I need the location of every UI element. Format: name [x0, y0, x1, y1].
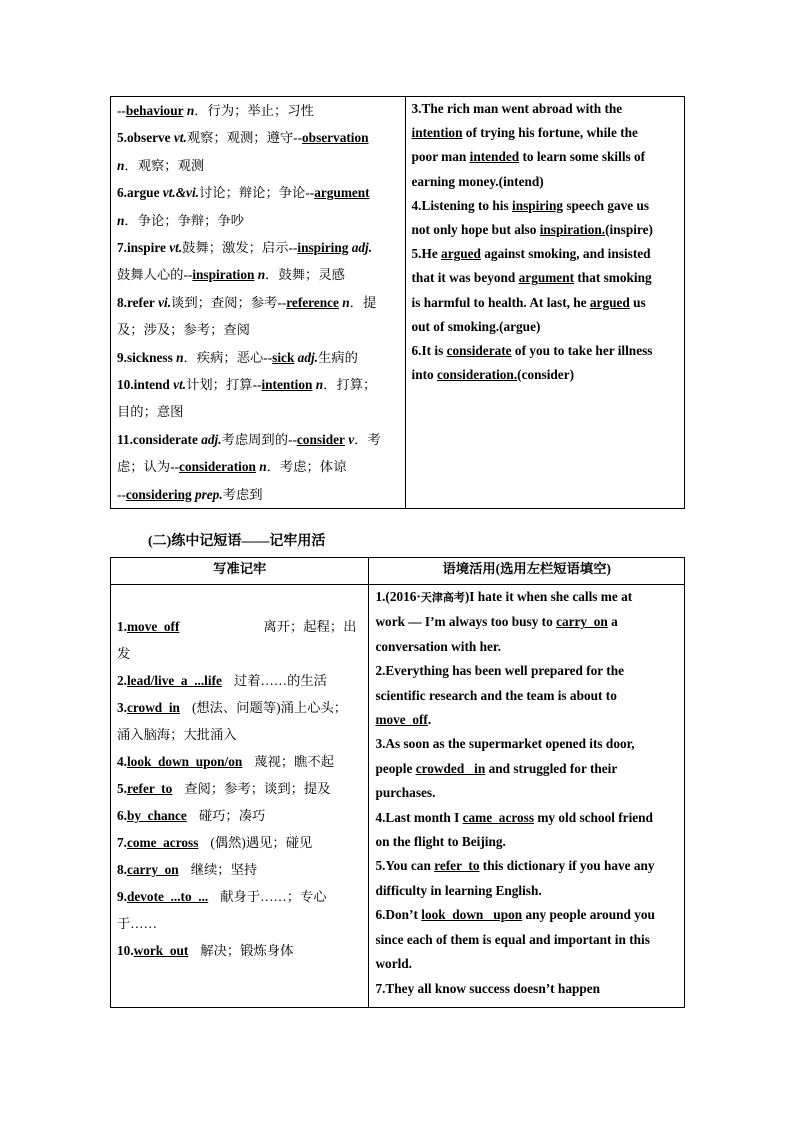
context-sentence-line: 2.Everything has been well prepared for the [375, 663, 625, 679]
context-practice-column [405, 97, 685, 509]
phrase-item: 4.look down upon/on 蔑视；瞧不起 [117, 754, 335, 769]
phrase-item [111, 910, 368, 937]
word-line: --behaviour n．行为；举止；习性 [117, 103, 314, 118]
context-sentence-line: conversation with her. [375, 638, 501, 654]
phrase-meaning: 发 [117, 646, 131, 661]
sentence-line: out of smoking.(argue) [411, 318, 541, 334]
context-sentence-line: 3.As soon as the supermarket opened its door, [375, 736, 635, 752]
word-line: 9.sickness n．疾病；恶心--sick adj.生病的 [117, 349, 358, 365]
word-line: --considering prep.考虑到 [117, 486, 263, 502]
phrase-meaning: 献身于……；专心 [220, 889, 327, 904]
phrase-item: 10.work out 解决；锻炼身体 [117, 943, 294, 958]
phrase-item [111, 640, 368, 667]
sentence-line: not only hope but also inspiration.(inspire) [411, 222, 653, 238]
sentence-line: is harmful to health. At last, he argued us [411, 294, 646, 310]
phrase-blank: by chance [126, 808, 187, 823]
phrase-meaning: 于…… [117, 916, 157, 931]
word-line: 虑；认为--consideration n．考虑；体谅 [117, 459, 347, 475]
header-left: 写准记牢 [111, 558, 369, 585]
section-heading: (二)练中记短语——记牢用活 [148, 534, 326, 549]
word-line: 8.refer vi.谈到；查阅；参考--reference n．提 [117, 294, 377, 310]
phrase-item: 2.lead/live a ...life 过着……的生活 [117, 673, 327, 688]
sentence-line: 6.It is considerate of you to take her illness [411, 343, 653, 359]
phrase-meaning: 查阅；参考；谈到；提及 [184, 781, 331, 796]
word-forms-column [111, 97, 406, 509]
context-sentence-line: people crowded in and struggled for their [375, 760, 618, 776]
word-line: 目的；意图 [117, 404, 184, 420]
exam-source: 天津高考 [420, 592, 465, 604]
phrase-item: 5.refer to 查阅；参考；谈到；提及 [117, 781, 331, 796]
phrase-blank: carry on [126, 862, 179, 877]
phrase-meaning: 继续；坚持 [190, 862, 258, 877]
answer-blank: carry on [556, 614, 608, 630]
phrase-meaning: 解决；锻炼身体 [200, 943, 294, 958]
phrase-blank: work out [133, 943, 189, 958]
phrase-blank: move off [126, 619, 180, 634]
word-line: 5.observe vt.观察；观测；遵守--observation [117, 130, 369, 146]
phrase-item: 9.devote ...to ... 献身于……；专心 [117, 889, 327, 904]
word-line: 11.considerate adj.考虑周到的--consider v．考 [117, 431, 381, 447]
word-line: 7.inspire vt.鼓舞；激发；启示--inspiring adj. [117, 240, 373, 256]
context-sentence-line: since each of them is equal and important in this [375, 931, 650, 947]
context-sentence-line: on the flight to Beijing. [375, 834, 506, 850]
phrase-meaning: 碰巧；凑巧 [198, 808, 266, 823]
phrase-meaning: (偶然)遇见；碰见 [210, 835, 313, 850]
context-sentence-line: 1.(2016·天津高考)I hate it when she calls me at [375, 589, 633, 604]
sentence-line: 3.The rich man went abroad with the [411, 101, 623, 116]
context-sentence-line: 4.Last month I came across my old school friend [375, 809, 653, 825]
word-line: 鼓舞人心的--inspiration n．鼓舞；灵感 [117, 267, 345, 283]
phrase-item: 3.crowd in (想法、问题等)涌上心头； [117, 700, 348, 715]
phrase-meaning: 离开；起程；出 [263, 619, 357, 634]
phrase-meaning: 过着……的生活 [233, 673, 327, 688]
context-sentence-line: 7.They all know success doesn’t happen [375, 980, 601, 996]
sentence-line: earning money.(intend) [411, 173, 544, 189]
sentence-line: that it was beyond argument that smoking [411, 270, 652, 286]
answer-blank: refer to [434, 858, 480, 874]
context-sentence-line: world. [375, 956, 413, 972]
sentence-line: into consideration.(consider) [411, 367, 575, 383]
phrase-blank: refer to [126, 781, 173, 796]
answer-blank: came across [462, 809, 535, 825]
phrase-context-column [369, 585, 685, 1008]
context-sentence-line: purchases. [375, 785, 436, 801]
phrase-item: 7.come across (偶然)遇见；碰见 [117, 835, 313, 850]
context-sentence-line: move off. [375, 712, 432, 728]
context-sentence-line: difficulty in learning English. [375, 882, 542, 898]
phrase-meaning: (想法、问题等)涌上心头； [191, 700, 348, 715]
phrase-blank: come across [126, 835, 199, 850]
phrase-blank: crowd in [126, 700, 180, 715]
phrase-item: 8.carry on 继续；坚持 [117, 862, 258, 877]
phrase-blank: lead/live a ...life [126, 673, 222, 688]
context-sentence-line: work — I’m always too busy to carry on a [375, 614, 618, 630]
sentence-line: 5.He argued against smoking, and insisted [411, 246, 651, 262]
answer-blank: look down upon [421, 907, 523, 923]
word-line: 10.intend vt.计划；打算--intention n．打算； [117, 377, 377, 393]
header-right: 语境活用(选用左栏短语填空) [369, 558, 685, 585]
phrase-item: 6.by chance 碰巧；凑巧 [117, 808, 266, 823]
word-line: 及；涉及；参考；查阅 [117, 322, 250, 338]
answer-blank: crowded in [415, 760, 486, 776]
answer-blank: move off [375, 712, 428, 728]
word-line: n．观察；观测 [117, 157, 205, 173]
phrase-blank: devote ...to ... [126, 889, 209, 904]
context-sentence-line: 6.Don’t look down upon any people around you [375, 907, 655, 923]
phrase-item: 1.move off 离开；起程；出 [117, 619, 357, 634]
sentence-line: intention of trying his fortune, while the [411, 125, 638, 141]
sentence-line: 4.Listening to his inspiring speech gave us [411, 197, 650, 213]
phrase-meaning: 蔑视；瞧不起 [254, 754, 335, 769]
word-line: n．争论；争辩；争吵 [117, 212, 245, 228]
phrase-list-column [111, 585, 369, 1008]
phrase-meaning: 涌入脑海；大批涌入 [117, 727, 237, 742]
phrase-table [110, 557, 685, 1008]
vocabulary-table [110, 96, 685, 509]
context-sentence-line: scientific research and the team is about to [375, 687, 617, 703]
phrase-blank: look down upon/on [126, 754, 243, 769]
sentence-line: poor man intended to learn some skills of [411, 149, 646, 165]
phrase-item [111, 721, 368, 748]
word-line: 6.argue vt.&vi.讨论；辩论；争论--argument [117, 185, 370, 201]
context-sentence-line: 5.You can refer to this dictionary if you have any [375, 858, 655, 874]
